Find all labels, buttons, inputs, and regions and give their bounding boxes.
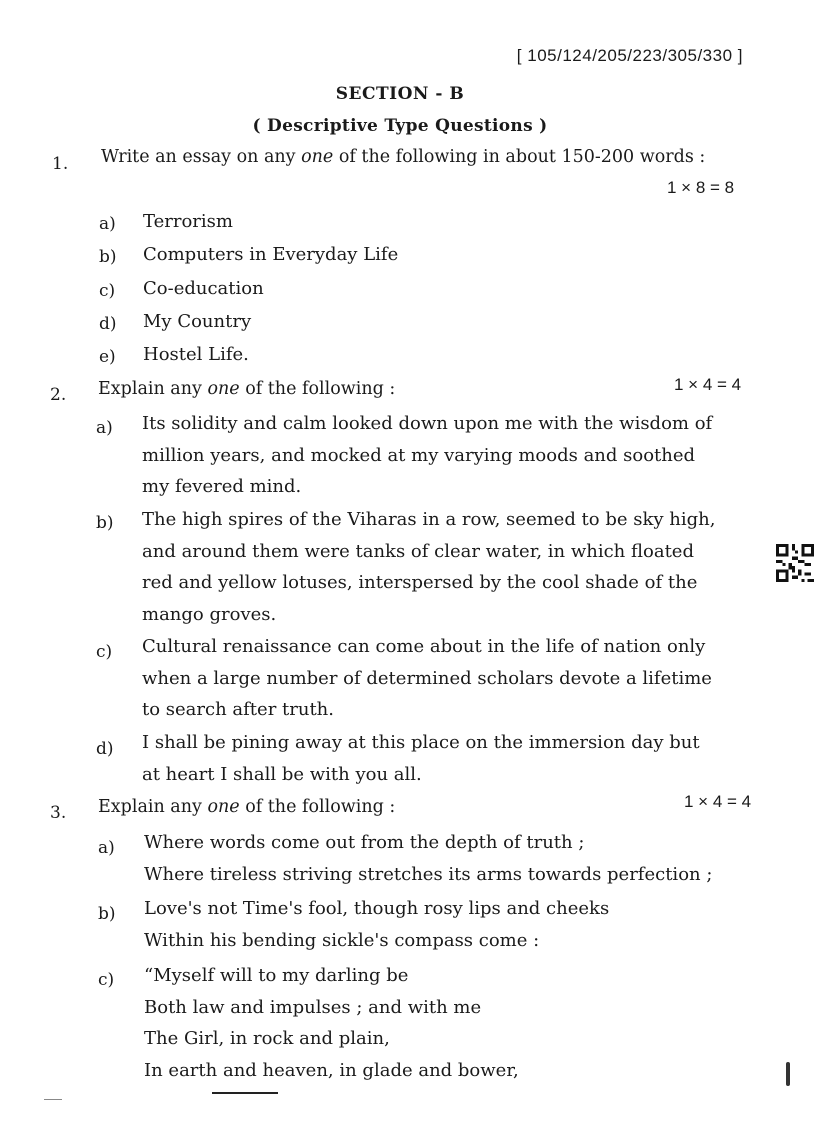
option-text: “Myself will to my darling be Both law and impulses ; and with me The Girl, in rock and plain, In earth and heaven, in glade and bower, — [144, 965, 519, 1081]
question-marks: 1 × 4 = 4 — [684, 792, 752, 811]
option-label: b) — [99, 247, 117, 267]
section-title: SECTION - B — [335, 84, 465, 104]
option-label: d) — [99, 314, 117, 334]
paper-code: [ 105/124/205/223/305/330 ] — [516, 46, 743, 65]
option-text: My Country — [143, 311, 252, 332]
option-label: a) — [96, 418, 113, 438]
question-prompt: Explain any one of the following : — [98, 797, 396, 817]
option-text: Hostel Life. — [143, 344, 249, 365]
option-label: a) — [98, 838, 115, 858]
option-text: Computers in Everyday Life — [143, 244, 399, 265]
option-text: Love's not Time's fool, though rosy lips and cheeks Within his bending sickle's compass come : — [144, 898, 610, 951]
option-text: Its solidity and calm looked down upon me with the wisdom of million years, and mocked at my varying moods and soothed my fevered mind. — [142, 413, 713, 497]
qr-code-icon — [776, 544, 814, 582]
option-label: a) — [99, 214, 116, 234]
option-label: c) — [98, 970, 115, 990]
option-text: Cultural renaissance can come about in the life of nation only when a large number of determined scholars devote a lifetime to search after truth. — [142, 636, 712, 720]
question-number: 3. — [50, 803, 67, 823]
option-text: The high spires of the Viharas in a row, seemed to be sky high, and around them were tanks of clear water, in which floated red and yellow lotuses, interspersed by the cool shade of the mango groves. — [142, 509, 716, 625]
scan-underline — [212, 1092, 278, 1094]
option-text: Terrorism — [143, 211, 233, 232]
question-number: 2. — [50, 385, 67, 405]
option-label: d) — [96, 739, 114, 759]
question-marks: 1 × 8 = 8 — [667, 178, 735, 197]
question-number: 1. — [52, 154, 69, 174]
option-label: c) — [96, 642, 113, 662]
option-label: e) — [99, 347, 116, 367]
section-subtitle: ( Descriptive Type Questions ) — [252, 116, 548, 136]
option-text: Co-education — [143, 278, 264, 299]
scan-dash — [44, 1099, 62, 1100]
question-prompt: Explain any one of the following : — [98, 379, 396, 399]
scan-mark — [786, 1062, 790, 1086]
question-marks: 1 × 4 = 4 — [674, 375, 742, 394]
option-text: I shall be pining away at this place on the immersion day but at heart I shall be with you all. — [142, 732, 700, 785]
option-text: Where words come out from the depth of truth ; Where tireless striving stretches its arms towards perfection ; — [144, 832, 713, 885]
option-label: b) — [96, 513, 114, 533]
question-prompt: Write an essay on any one of the following in about 150-200 words : — [101, 147, 706, 167]
option-label: c) — [99, 281, 116, 301]
option-label: b) — [98, 904, 116, 924]
